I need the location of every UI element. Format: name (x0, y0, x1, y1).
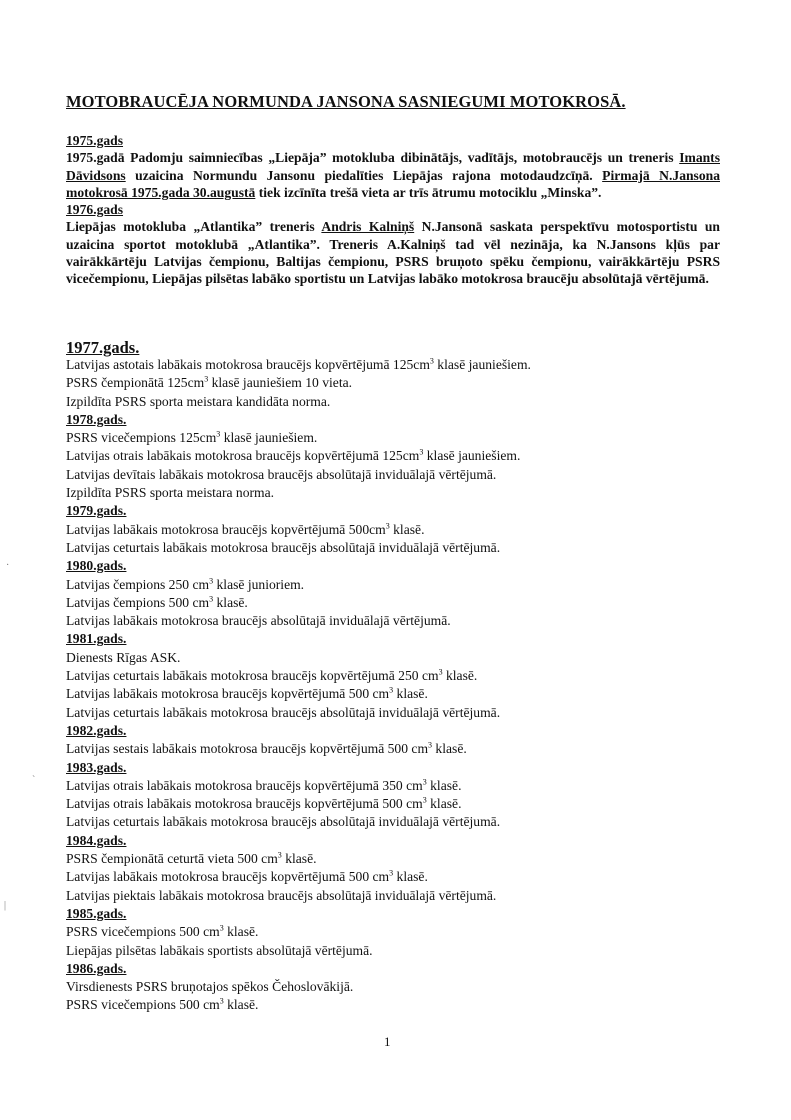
line-text: Izpildīta PSRS sporta meistara kandidāta norma. (66, 393, 331, 409)
line-text-tail: klasē. (432, 741, 467, 757)
page-title: MOTOBRAUCĒJA NORMUNDA JANSONA SASNIEGUMI MOTOKROSĀ. (66, 92, 626, 111)
achievement-line (66, 887, 746, 905)
line-text-tail: klasē. (442, 668, 478, 684)
unit-superscript: 3 (428, 740, 433, 750)
achievement-line (66, 996, 746, 1014)
unit-superscript: 3 (385, 521, 390, 531)
achievement-line (66, 704, 746, 722)
achievement-line (66, 850, 746, 868)
intro-section (66, 132, 720, 288)
line-text-tail: klasē. (281, 851, 317, 867)
achievement-line (66, 466, 746, 484)
achievement-line (66, 374, 746, 392)
line-text: Latvijas čempions 500 cm (66, 594, 210, 610)
line-text-tail: klasē jauniešiem 10 vieta. (208, 375, 353, 391)
line-text: Latvijas labākais motokrosa braucējs kopvērtējumā 500 cm (66, 686, 390, 702)
achievement-line (66, 429, 746, 447)
year-heading-1975: 1975.gads (66, 133, 124, 148)
line-text: Latvijas piektais labākais motokrosa braucējs absolūtajā inviduālajā vērtējumā. (66, 887, 497, 903)
line-text: PSRS vicečempions 500 cm (66, 997, 220, 1013)
achievement-line (66, 649, 746, 667)
text-run: 1975.gadā Padomju saimniecības „Liepāja” motokluba dibinātājs, vadītājs, motobraucējs un treneris (66, 150, 680, 166)
line-text: Latvijas labākais motokrosa braucējs kopvērtējumā 500cm (66, 521, 386, 537)
line-text-tail: klasē. (393, 869, 428, 885)
line-text-tail: klasē jauniešiem. (423, 448, 521, 464)
achievement-line (66, 539, 746, 557)
name-andris-kalnins: Andris Kalniņš (321, 219, 415, 235)
line-text-tail: klasē junioriem. (213, 576, 305, 592)
line-text: Latvijas astotais labākais motokrosa braucējs kopvērtējumā 125cm (66, 357, 430, 372)
unit-superscript: 3 (216, 429, 221, 439)
unit-superscript: 3 (422, 795, 427, 805)
paragraph-1975 (66, 149, 720, 201)
line-text-tail: klasē. (223, 924, 259, 940)
unit-superscript: 3 (389, 685, 394, 695)
year-heading: 1978.gads. (66, 411, 127, 427)
unit-superscript: 3 (209, 576, 214, 586)
year-heading: 1986.gads. (66, 960, 127, 976)
paragraph-1976 (66, 218, 720, 287)
line-text: Dienests Rīgas ASK. (66, 649, 181, 665)
line-text-tail: klasē jauniešiem. (220, 430, 318, 446)
achievement-line (66, 612, 746, 630)
line-text-tail: klasē. (393, 686, 428, 702)
line-text-tail: klasē jauniešiem. (433, 357, 531, 372)
achievement-line (66, 868, 746, 886)
text-run: N.Jansonā saskata perspektīvu motosportistu un uzaicina sportot motoklubā „Atlantika”. Treneris A.Kalniņš tad vēl nezināja, ka N.Jansons kļūs par vairākkārtēju Latvijas čempionu, Baltijas čempionu, PSRS bruņoto spēku čempionu, vairākkārtēju PSRS vicečempionu, Liepājas pilsētas labāko sportistu un Latvijas labāko motokrosa braucēju absolūtajā vērtējumā. (66, 219, 720, 287)
unit-superscript: 3 (438, 667, 443, 677)
achievement-line (66, 594, 746, 612)
text-run: Liepājas motokluba „Atlantika” treneris (66, 219, 322, 235)
unit-superscript: 3 (422, 777, 427, 787)
year-heading: 1982.gads. (66, 722, 127, 738)
unit-superscript: 3 (219, 996, 224, 1006)
line-text: Virsdienests PSRS bruņotajos spēkos Čehoslovākijā. (66, 979, 354, 995)
unit-superscript: 3 (429, 356, 434, 366)
unit-superscript: 3 (419, 447, 424, 457)
line-text: Latvijas sestais labākais motokrosa braucējs kopvērtējumā 500 cm (66, 741, 429, 757)
unit-superscript: 3 (209, 594, 214, 604)
line-text-tail: klasē. (389, 521, 425, 537)
line-text: Latvijas ceturtais labākais motokrosa braucējs absolūtajā inviduālajā vērtējumā. (66, 539, 501, 555)
year-heading: 1981.gads. (66, 631, 127, 647)
year-heading: 1985.gads. (66, 905, 127, 921)
line-text: Latvijas labākais motokrosa braucējs absolūtajā inviduālajā vērtējumā. (66, 613, 451, 629)
name-imants-davidsons: Imants Dāvidsons (66, 150, 720, 183)
page-number: 1 (384, 1034, 391, 1049)
line-text: Latvijas devītais labākais motokrosa braucējs absolūtajā inviduālajā vērtējumā. (66, 466, 497, 482)
achievement-line (66, 777, 746, 795)
line-text-tail: klasē. (426, 777, 462, 793)
line-text: PSRS čempionātā ceturtā vieta 500 cm (66, 851, 278, 867)
year-heading: 1983.gads. (66, 759, 127, 775)
achievement-line (66, 667, 746, 685)
line-text: Latvijas otrais labākais motokrosa braucējs kopvērtējumā 350 cm (66, 777, 423, 793)
line-text: Latvijas ceturtais labākais motokrosa braucējs absolūtajā inviduālajā vērtējumā. (66, 814, 501, 830)
line-text-tail: klasē. (426, 796, 462, 812)
line-text: PSRS vicečempions 500 cm (66, 924, 220, 940)
achievement-line (66, 795, 746, 813)
unit-superscript: 3 (204, 374, 209, 384)
achievement-line (66, 484, 746, 502)
achievement-line (66, 393, 746, 411)
year-heading: 1984.gads. (66, 832, 127, 848)
year-heading-1976: 1976.gads (66, 202, 124, 218)
line-text: PSRS vicečempions 125cm (66, 430, 217, 446)
achievement-line (66, 740, 746, 758)
unit-superscript: 3 (277, 850, 282, 860)
unit-superscript: 3 (389, 868, 394, 878)
text-run: uzaicina Normundu Jansonu piedalīties Liepājas rajona motodaudzcīņā. (125, 167, 603, 183)
line-text: Latvijas labākais motokrosa braucējs kopvērtējumā 500 cm (66, 869, 390, 885)
first-race-date: Pirmajā N.Jansona motokrosā 1975.gada 30.augustā (66, 167, 720, 200)
achievement-line (66, 978, 746, 996)
achievement-line (66, 942, 746, 960)
line-text: Izpildīta PSRS sporta meistara norma. (66, 485, 275, 501)
achievement-line (66, 521, 746, 539)
year-heading-1977: 1977.gads. (66, 338, 140, 357)
scan-mark: | (4, 900, 7, 911)
achievement-line (66, 685, 746, 703)
line-text-tail: klasē. (213, 594, 248, 610)
achievements-list (66, 356, 746, 1015)
achievement-line (66, 447, 746, 465)
achievement-line (66, 923, 746, 941)
text-run: tiek izcīnīta trešā vieta ar trīs ātrumu motociklu „Minska”. (255, 184, 602, 200)
line-text: PSRS čempionātā 125cm (66, 375, 205, 391)
scan-mark: · (6, 560, 10, 571)
line-text: Latvijas otrais labākais motokrosa braucējs kopvērtējumā 500 cm (66, 796, 423, 812)
scan-mark: ` (32, 775, 36, 786)
line-text: Latvijas ceturtais labākais motokrosa braucējs kopvērtējumā 250 cm (66, 668, 439, 684)
unit-superscript: 3 (219, 923, 224, 933)
line-text: Latvijas čempions 250 cm (66, 576, 210, 592)
line-text: Liepājas pilsētas labākais sportists absolūtajā vērtējumā. (66, 942, 373, 958)
line-text: Latvijas ceturtais labākais motokrosa braucējs absolūtajā inviduālajā vērtējumā. (66, 704, 501, 720)
achievement-line (66, 356, 746, 374)
achievement-line (66, 813, 746, 831)
line-text-tail: klasē. (223, 997, 259, 1013)
achievement-line (66, 576, 746, 594)
year-heading: 1980.gads. (66, 558, 127, 574)
line-text: Latvijas otrais labākais motokrosa braucējs kopvērtējumā 125cm (66, 448, 420, 464)
year-heading: 1979.gads. (66, 503, 127, 519)
